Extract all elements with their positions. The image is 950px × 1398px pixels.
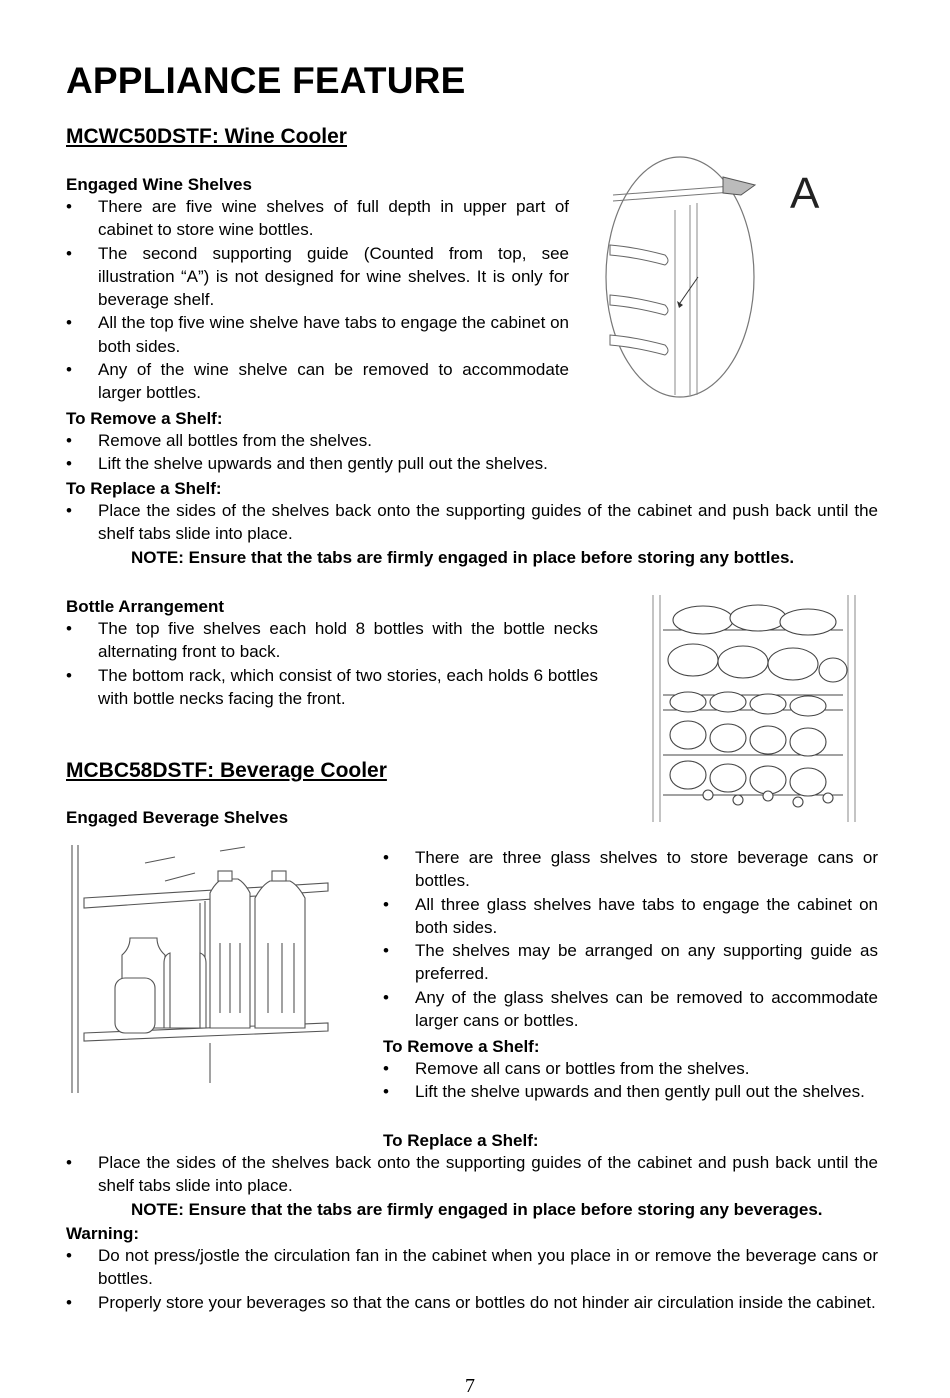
list-item: • Place the sides of the shelves back onto the supporting guides of the cabinet and push back until the shelf tabs slide into place. <box>66 1151 878 1198</box>
warning-list <box>66 1244 878 1314</box>
beverage-note: NOTE: Ensure that the tabs are firmly engaged in place before storing any beverages. <box>131 1200 823 1219</box>
list-item: • Lift the shelve upwards and then gently pull out the shelves. <box>383 1080 878 1103</box>
wine-replace-list <box>66 499 878 546</box>
beverage-remove-heading: To Remove a Shelf: <box>383 1037 540 1056</box>
page-title: APPLIANCE FEATURE <box>66 60 466 101</box>
beverage-engaged-heading: Engaged Beverage Shelves <box>66 808 289 827</box>
list-item: • Properly store your beverages so that the cans or bottles do not hinder air circulation inside the cabinet. <box>66 1291 878 1314</box>
list-item: • There are five wine shelves of full depth in upper part of cabinet to store wine bottles. <box>66 195 569 242</box>
list-item: • Lift the shelve upwards and then gently pull out the shelves. <box>66 452 706 475</box>
beverage-replace-heading: To Replace a Shelf: <box>383 1131 539 1150</box>
wine-bottles-drawing <box>648 590 863 825</box>
list-item: • Place the sides of the shelves back onto the supporting guides of the cabinet and push back until the shelf tabs slide into place. <box>66 499 878 546</box>
list-item: • Remove all cans or bottles from the shelves. <box>383 1057 878 1080</box>
list-item: • Any of the wine shelve can be removed to accommodate larger bottles. <box>66 358 569 405</box>
list-item: • The second supporting guide (Counted from top, see illustration “A”) is not designed for wine shelves. It is only for beverage shelf. <box>66 242 569 312</box>
wine-section-heading: MCWC50DSTF: Wine Cooler <box>66 125 347 148</box>
list-item: • The shelves may be arranged on any supporting guide as preferred. <box>383 939 878 986</box>
list-item: • There are three glass shelves to store beverage cans or bottles. <box>383 846 878 893</box>
wine-remove-list <box>66 429 706 476</box>
list-item: • Any of the glass shelves can be removed to accommodate larger cans or bottles. <box>383 986 878 1033</box>
list-item: • The bottom rack, which consist of two stories, each holds 6 bottles with bottle necks facing the front. <box>66 664 598 711</box>
wine-remove-heading: To Remove a Shelf: <box>66 409 223 428</box>
beverage-section-heading: MCBC58DSTF: Beverage Cooler <box>66 759 387 782</box>
warning-heading: Warning: <box>66 1224 140 1243</box>
list-item: • All three glass shelves have tabs to engage the cabinet on both sides. <box>383 893 878 940</box>
page-number: 7 <box>465 1375 475 1397</box>
beverage-remove-list <box>383 1057 878 1104</box>
wine-replace-heading: To Replace a Shelf: <box>66 479 222 498</box>
figure-label-a: A <box>790 169 820 218</box>
list-item: • Remove all bottles from the shelves. <box>66 429 706 452</box>
bottle-arrangement-list <box>66 617 598 710</box>
cabinet-shelf-guide-drawing <box>605 155 845 400</box>
list-item: • Do not press/jostle the circulation fan in the cabinet when you place in or remove the beverage cans or bottles. <box>66 1244 878 1291</box>
beverage-replace-list <box>66 1151 878 1198</box>
beverage-bottles-drawing <box>70 843 338 1095</box>
list-item: • The top five shelves each hold 8 bottles with the bottle necks alternating front to back. <box>66 617 598 664</box>
wine-engaged-list <box>66 195 569 405</box>
list-item: • All the top five wine shelve have tabs to engage the cabinet on both sides. <box>66 311 569 358</box>
beverage-engaged-list <box>383 846 878 1032</box>
shelf-guide-illustration <box>605 155 845 400</box>
bottle-arrangement-heading: Bottle Arrangement <box>66 597 225 616</box>
wine-rack-illustration <box>648 590 863 825</box>
beverage-shelf-illustration <box>70 843 338 1095</box>
wine-engaged-heading: Engaged Wine Shelves <box>66 175 252 194</box>
wine-note: NOTE: Ensure that the tabs are firmly engaged in place before storing any bottles. <box>131 548 795 567</box>
